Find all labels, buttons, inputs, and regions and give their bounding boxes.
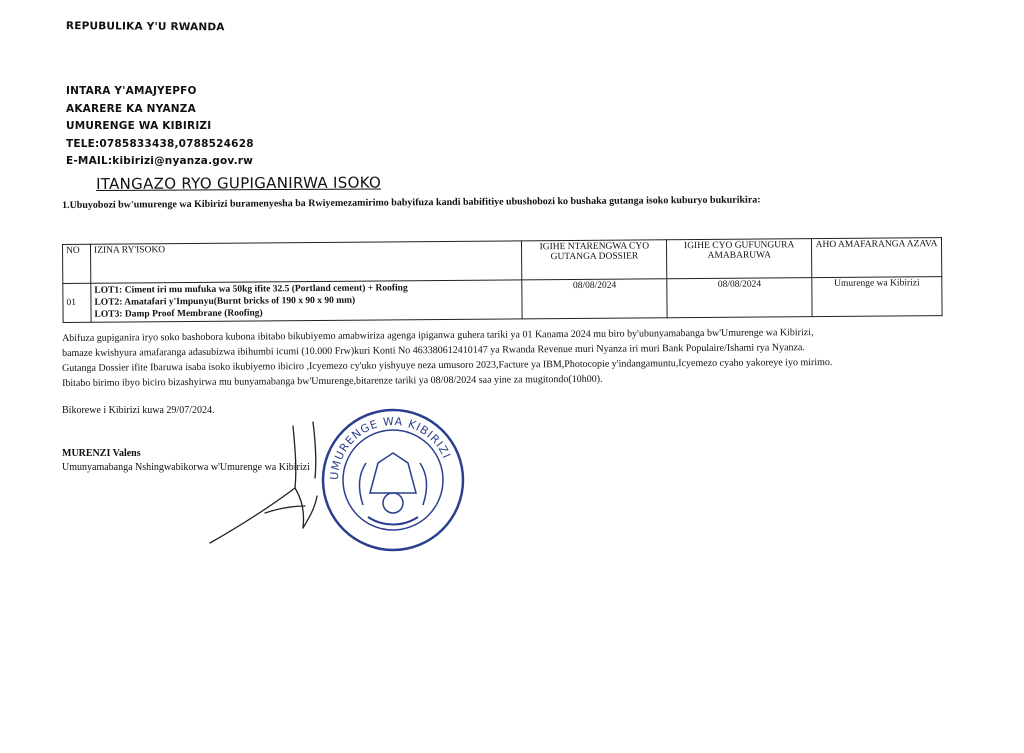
col-header-name: IZINA RY'ISOKO: [90, 241, 522, 283]
header-republic: REPUBULIKA Y'U RWANDA: [65, 20, 225, 34]
lot-2: LOT2: Amatafari y'Impunyu(Burnt bricks of 190 x 90 x 90 mm): [94, 295, 356, 308]
document-title: ITANGAZO RYO GUPIGANIRWA ISOKO: [96, 173, 382, 193]
signatory-name: MURENZI Valens: [62, 448, 141, 459]
deadline-cell: 08/08/2024: [522, 279, 667, 319]
header-phone: TELE:0785833438,0788524628: [66, 138, 254, 150]
row-number: 01: [63, 283, 91, 322]
official-seal: [318, 405, 468, 555]
header-province: INTARA Y'AMAJYEPFO: [66, 85, 197, 97]
seal-text: UMURENGE WA KIBIRIZI: [327, 414, 454, 481]
date-line: Bikorewe i Kibirizi kuwa 29/07/2024.: [62, 405, 215, 416]
header-sector: UMURENGE WA KIBIRIZI: [66, 120, 212, 132]
table-header-row: [63, 238, 942, 284]
body-line-4: Ibitabo birimo ibyo biciro bizashyirwa mu bunyamabanga bw'Umurenge,bitarenze tariki ya 08/08/2024 saa yine za mugitondo(10h00).: [62, 373, 603, 389]
intro-paragraph: 1.Ubuyobozi bw'umurenge wa Kibirizi buramenyesha ba Rwiyemezamirimo babyifuza kandi babifitiye ubushobozi ko bushaka gutanga isoko kuburyo bukurikira:: [62, 194, 761, 211]
lots-cell: [91, 280, 523, 322]
col-header-source: AHO AMAFARANGA AZAVA: [812, 238, 942, 278]
col-header-no: NO: [63, 244, 91, 283]
body-line-2: bamaze kwishyura amafaranga adasubizwa ibihumbi icumi (10.000 Frw)kuri Konti No 463380612410147 ya Rwanda Revenue muri Nyanza iri muri Bank Populaire/Ishami rya Nyanza.: [62, 342, 805, 359]
handwritten-signature: [205, 418, 335, 548]
lot-3: LOT3: Damp Proof Membrane (Roofing): [94, 308, 263, 320]
tender-table: [62, 237, 943, 323]
header-email: E-MAIL:kibirizi@nyanza.gov.rw: [66, 155, 254, 167]
signatory-role: Umunyamabanga Nshingwabikorwa w'Umurenge wa Kibirizi: [62, 462, 310, 473]
header-district: AKARERE KA NYANZA: [66, 103, 196, 115]
source-cell: Umurenge wa Kibirizi: [812, 277, 942, 317]
col-header-opening: IGIHE CYO GUFUNGURA AMABARUWA: [667, 239, 812, 279]
body-line-3: Gutanga Dossier ifite Ibaruwa isaba isoko ikubiyemo ibiciro ,Icyemezo cy'uko yishyuye neza umusoro 2023,Facture ya IBM,Photocopie y'indangamuntu,Icyemezo cyaho yakoreye iyo mirimo.: [62, 356, 833, 374]
lot-1: LOT1: Ciment iri mu mufuka wa 50kg ifite 32.5 (Portland cement) + Roofing: [94, 283, 408, 296]
opening-cell: 08/08/2024: [667, 278, 812, 318]
table-row: [63, 277, 942, 323]
body-line-1: Abifuza gupiganira iryo soko bashobora kubona ibitabo bikubiyemo amabwiriza agenga ipiganwa guhera tariki ya 01 Kanama 2024 mu biro by'ubunyamabanga bw'Umurenge wa Kibirizi,: [62, 327, 814, 344]
col-header-deadline: IGIHE NTARENGWA CYO GUTANGA DOSSIER: [522, 240, 667, 280]
